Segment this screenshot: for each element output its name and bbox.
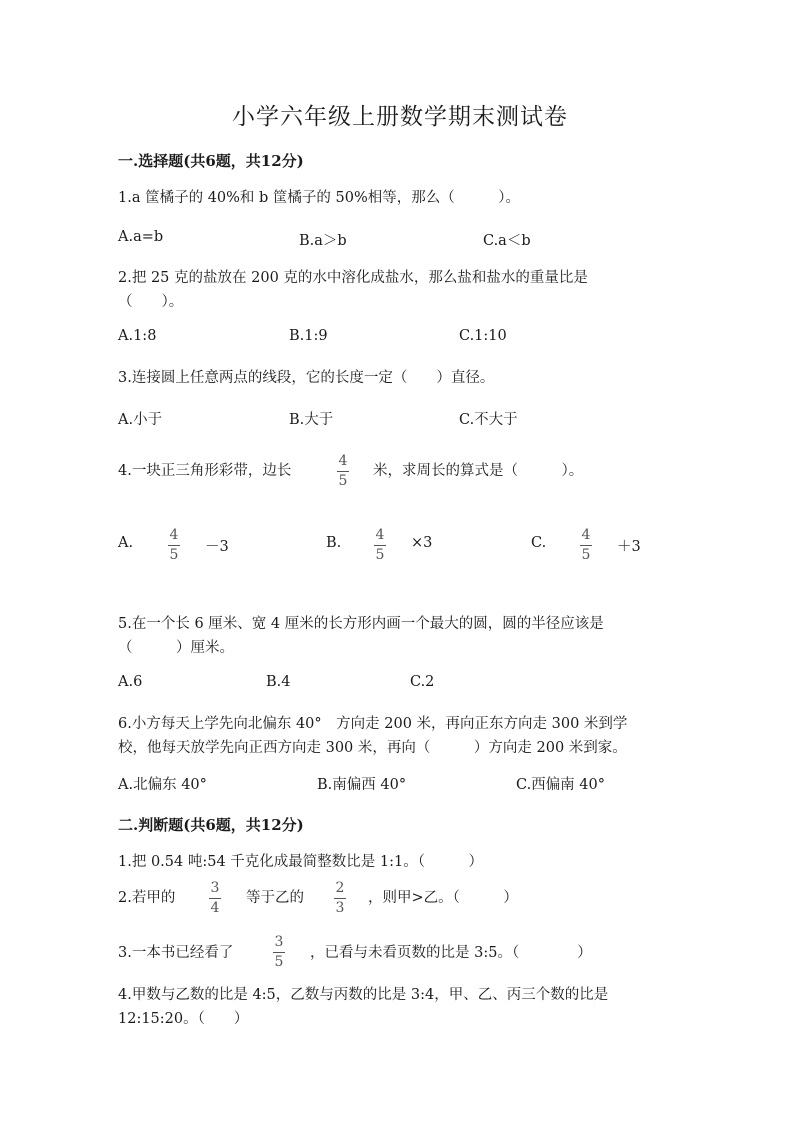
question-6-text-line2: 校，他每天放学先向正西方向走 300 米，再向（ ）方向走 200 米到家。 (118, 740, 627, 756)
question-6-option-b: B.南偏西 40° (317, 777, 407, 793)
fraction-denominator: 5 (169, 547, 179, 563)
question-4-option-c-op: ＋3 (617, 539, 641, 555)
fraction-denominator: 4 (210, 900, 220, 916)
fraction-bar (209, 898, 221, 899)
fraction-denominator: 5 (274, 954, 284, 970)
question-4-option-c-fraction (580, 527, 592, 564)
question-2-text-line2: （ ）。 (118, 294, 184, 310)
question-4-option-b-fraction (374, 527, 386, 564)
question-5-option-b: B.4 (266, 674, 291, 690)
fraction-denominator: 5 (375, 547, 385, 563)
question-3-option-c: C.不大于 (459, 412, 518, 428)
fraction-numerator: 4 (169, 527, 179, 543)
question-1-text: 1.a 筐橘子的 40%和 b 筐橘子的 50%相等，那么（ ）。 (118, 190, 521, 206)
fraction-bar (580, 545, 592, 546)
question-1-option-b: B.a＞b (299, 233, 347, 249)
question-4-option-b-label: B. (326, 535, 342, 551)
fraction-numerator: 4 (581, 527, 591, 543)
question-6-text-line1: 6.小方每天上学先向北偏东 40° 方向走 200 米，再向正东方向走 300 米到学 (118, 716, 628, 732)
question-4-option-a-op: －3 (205, 539, 229, 555)
judgement-2-text-middle: 等于乙的 (246, 890, 304, 906)
question-2-option-c: C.1:10 (459, 328, 507, 344)
question-6-option-a: A.北偏东 40° (118, 777, 207, 793)
page-title: 小学六年级上册数学期末测试卷 (232, 104, 568, 130)
question-6-option-c: C.西偏南 40° (516, 777, 605, 793)
question-5-option-a: A.6 (118, 674, 143, 690)
fraction-bar (168, 545, 180, 546)
question-2-text-line1: 2.把 25 克的盐放在 200 克的水中溶化成盐水，那么盐和盐水的重量比是 (118, 270, 588, 286)
judgement-2-text-before: 2.若甲的 (118, 890, 176, 906)
judgement-2-text-after: ，则甲>乙。（ ） (368, 890, 518, 906)
question-4-fraction (337, 453, 349, 490)
fraction-denominator: 5 (581, 547, 591, 563)
fraction-numerator: 2 (335, 880, 345, 896)
fraction-bar (273, 952, 285, 953)
fraction-numerator: 4 (338, 453, 348, 469)
fraction-bar (374, 545, 386, 546)
fraction-bar (337, 471, 349, 472)
question-1-option-a: A.a=b (118, 229, 164, 245)
section-heading-judgement: 二.判断题(共6题，共12分) (118, 816, 304, 834)
question-4-option-a-label: A. (118, 535, 134, 551)
section-heading-choice: 一.选择题(共6题，共12分) (118, 152, 304, 170)
judgement-4-text-line2: 12:15:20。（ ） (118, 1011, 249, 1027)
fraction-denominator: 5 (338, 473, 348, 489)
question-4-option-b-op: ×3 (411, 535, 433, 551)
judgement-3-fraction (273, 934, 285, 971)
question-4-text-after: 米，求周长的算式是（ ）。 (373, 463, 584, 479)
question-1-option-c: C.a＜b (483, 233, 531, 249)
judgement-4-text-line1: 4.甲数与乙数的比是 4:5，乙数与丙数的比是 3:4，甲、乙、丙三个数的比是 (118, 987, 609, 1003)
fraction-numerator: 3 (210, 880, 220, 896)
question-2-option-a: A.1:8 (118, 328, 157, 344)
question-4-option-a-fraction (168, 527, 180, 564)
judgement-3-text-before: 3.一本书已经看了 (118, 945, 234, 961)
question-5-option-c: C.2 (410, 674, 435, 690)
fraction-bar (334, 898, 346, 899)
question-5-text-line2: （ ）厘米。 (118, 640, 234, 656)
question-3-text: 3.连接圆上任意两点的线段，它的长度一定（ ）直径。 (118, 370, 495, 386)
judgement-1-text: 1.把 0.54 吨:54 千克化成最简整数比是 1:1。（ ） (118, 854, 483, 870)
fraction-denominator: 3 (335, 900, 345, 916)
question-2-option-b: B.1:9 (289, 328, 328, 344)
judgement-2-fraction-2 (334, 880, 346, 917)
question-4-text-before: 4.一块正三角形彩带，边长 (118, 463, 292, 479)
question-3-option-b: B.大于 (289, 412, 334, 428)
fraction-numerator: 3 (274, 934, 284, 950)
judgement-2-fraction-1 (209, 880, 221, 917)
fraction-numerator: 4 (375, 527, 385, 543)
judgement-3-text-after: ，已看与未看页数的比是 3:5。（ ） (310, 945, 592, 961)
question-5-text-line1: 5.在一个长 6 厘米、宽 4 厘米的长方形内画一个最大的圆，圆的半径应该是 (118, 616, 604, 632)
question-4-option-c-label: C. (531, 535, 547, 551)
question-3-option-a: A.小于 (118, 412, 163, 428)
